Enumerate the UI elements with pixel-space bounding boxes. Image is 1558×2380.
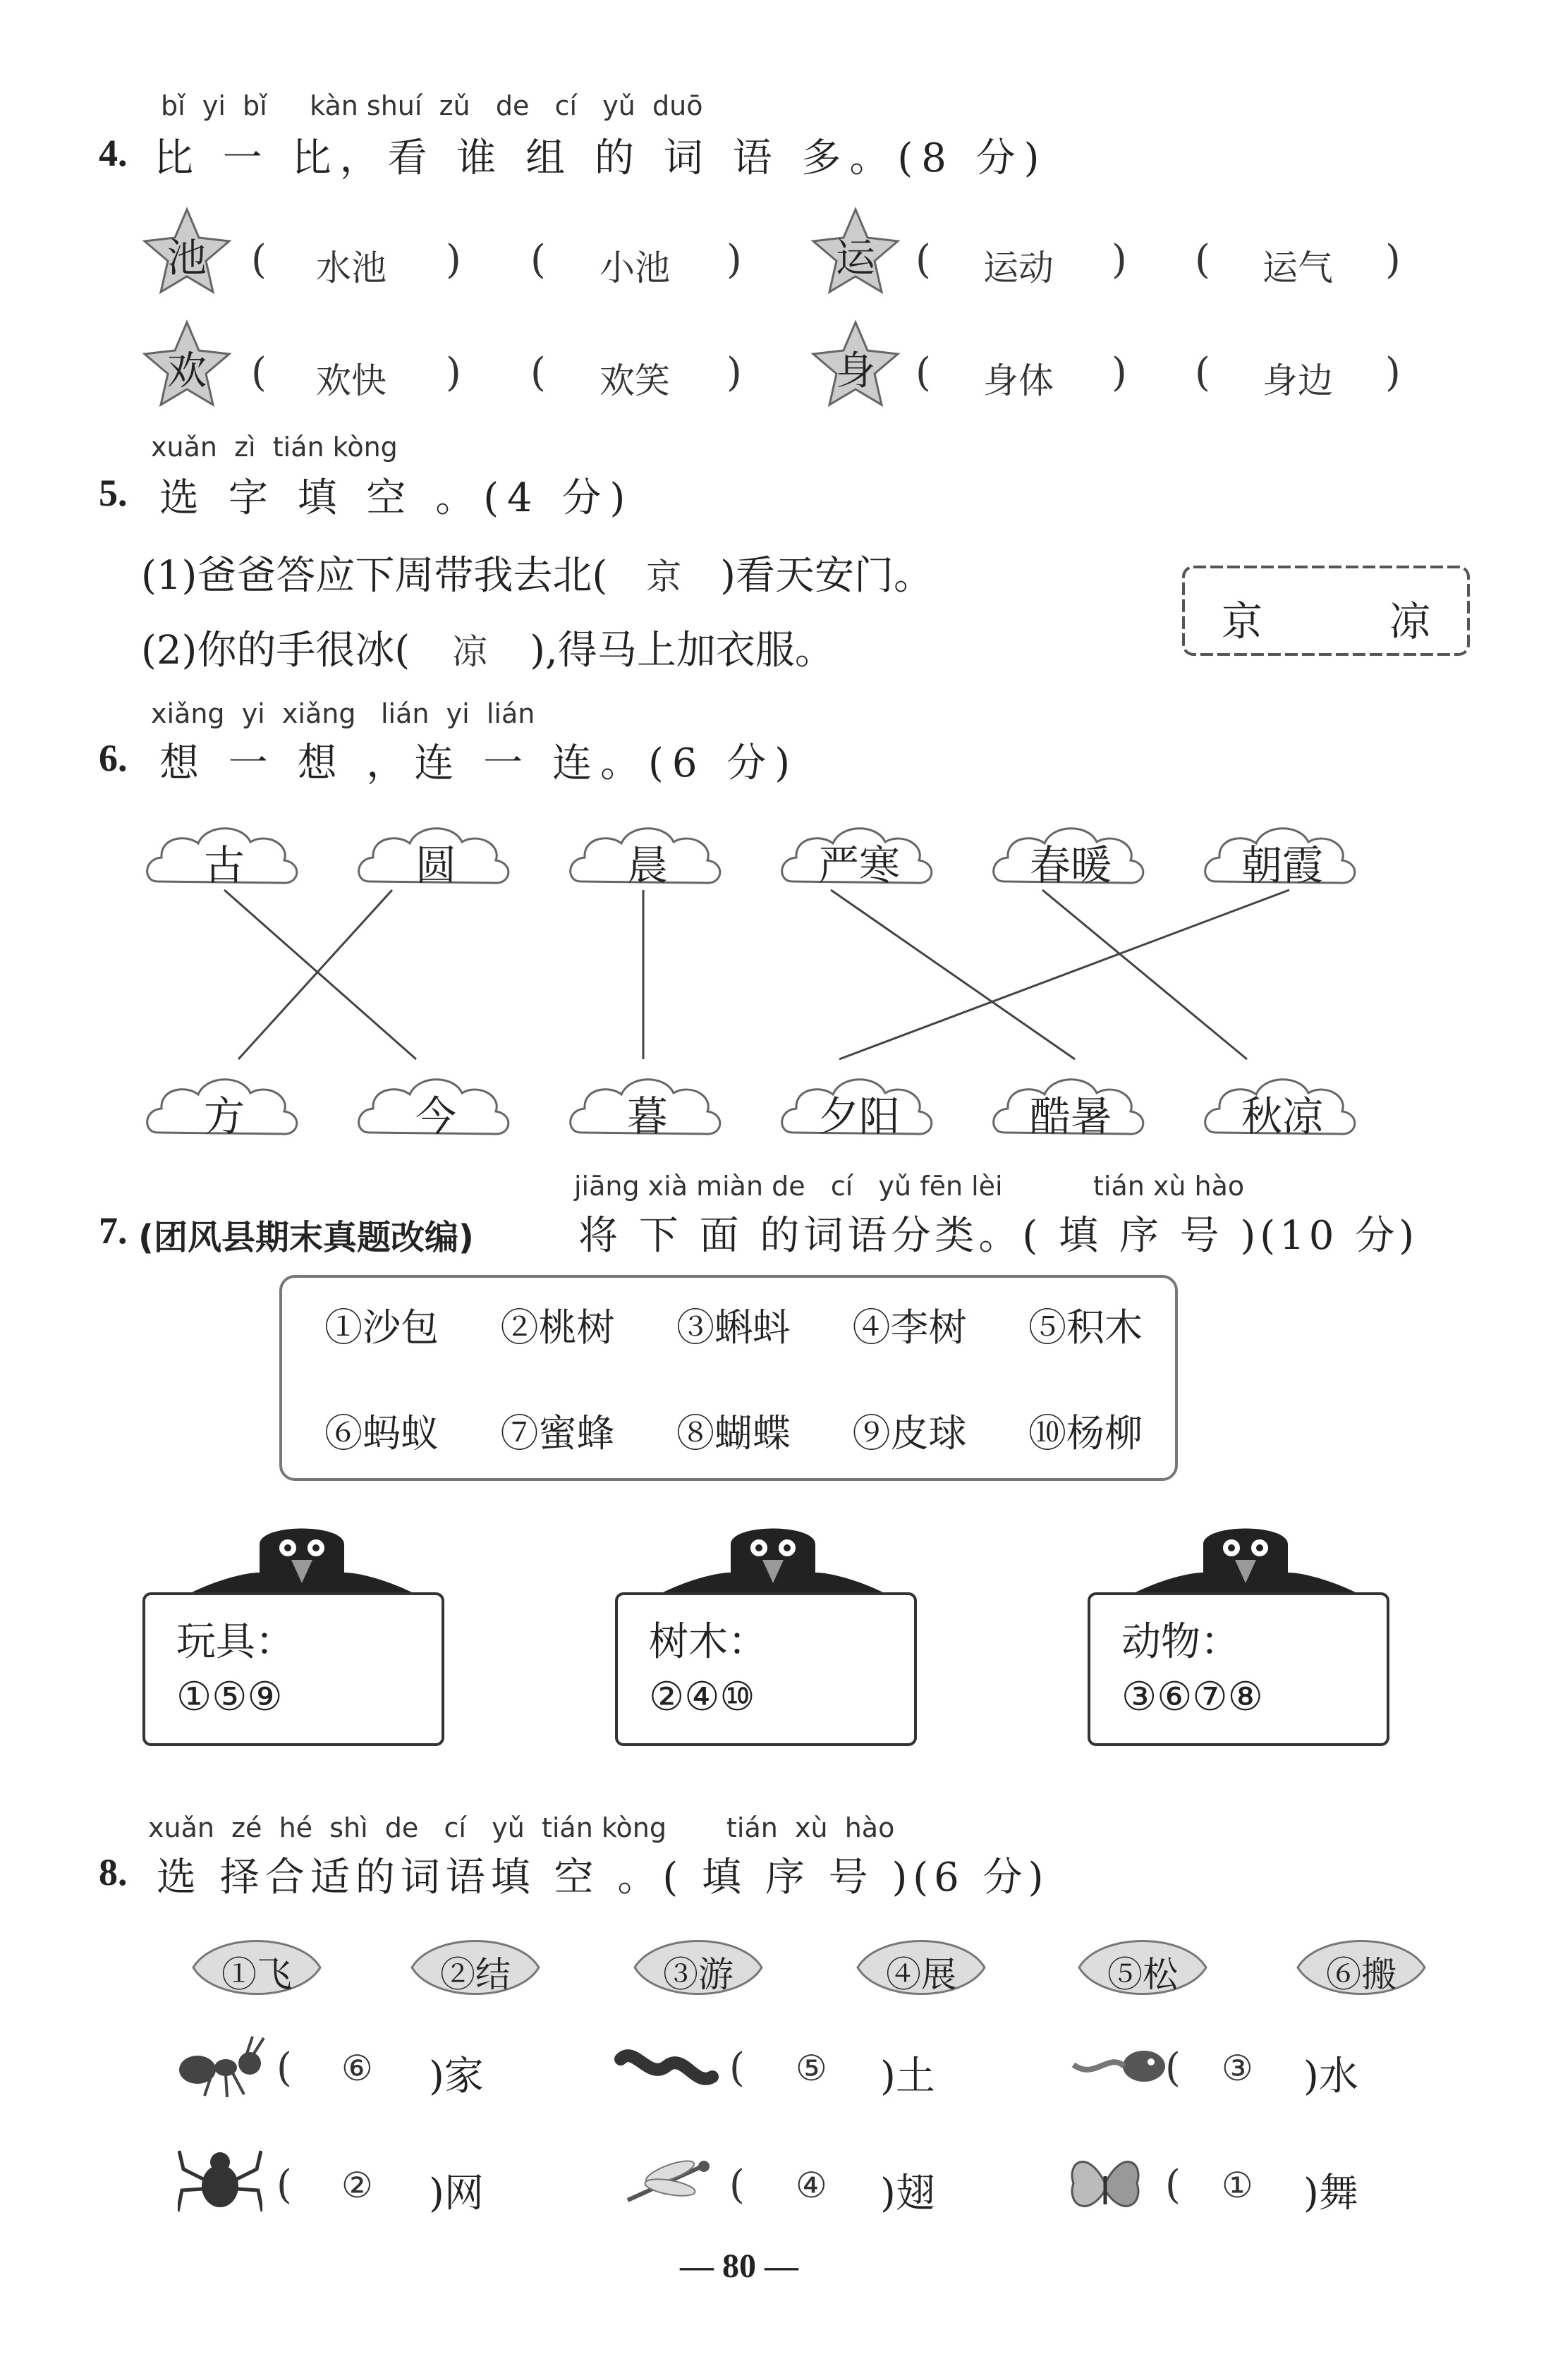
q5-sentence-2: (2)你的手很冰( 凉 ),得马上加衣服。: [141, 628, 834, 673]
cloud-bottom-3: 暮: [566, 1068, 729, 1152]
word-item: ⑦蜜蜂: [500, 1411, 615, 1456]
q8-answer: ②: [341, 2165, 373, 2206]
q8-pinyin-2: tián xù hào: [726, 1812, 895, 1843]
paren-open: (: [276, 2045, 292, 2091]
paren-open: (: [1195, 237, 1210, 283]
star-char-shen: 身: [810, 319, 901, 410]
q8-suffix: )水: [1303, 2053, 1358, 2099]
cloud-top-4: 严寒: [778, 817, 940, 901]
butterfly-icon: [1066, 2148, 1144, 2219]
q6-number: 6.: [99, 737, 128, 779]
q8-title: 选 择合适的词语填 空 。( 填 序 号 )(6 分): [157, 1855, 1049, 1900]
paren-open: (: [251, 350, 267, 396]
cloud-top-6: 朝霞: [1201, 817, 1363, 901]
category-box-trees: 树木： ②④⑩: [615, 1592, 917, 1746]
paren-close: ): [1112, 237, 1127, 283]
leaf-word: ⑥搬: [1291, 1932, 1432, 2003]
paren-open: (: [530, 350, 546, 396]
word-item: ⑨皮球: [852, 1411, 967, 1456]
word-item: ⑩杨柳: [1028, 1411, 1143, 1456]
paren-open: (: [729, 2162, 745, 2208]
q4-answer: 身体: [983, 360, 1054, 401]
cloud-top-3: 晨: [566, 817, 729, 901]
q7-source: (团风县期末真题改编): [138, 1218, 474, 1257]
word-item: ②桃树: [500, 1305, 615, 1350]
paren-open: (: [251, 237, 267, 283]
q8-answer: ④: [796, 2165, 827, 2206]
q6-title: 想 一 想 ，连 一 连。(6 分): [159, 740, 799, 786]
q8-answer: ③: [1222, 2048, 1253, 2089]
paren-close: ): [1385, 350, 1401, 396]
paren-close: ): [446, 237, 461, 283]
q4-answer: 欢快: [316, 360, 387, 401]
q5-pinyin: xuǎn zì tián kòng: [151, 432, 398, 463]
leaf-word: ④展: [851, 1932, 992, 2003]
cloud-top-5: 春暖: [990, 817, 1152, 901]
paren-open: (: [1165, 2045, 1181, 2091]
penguin-icon: [1133, 1516, 1358, 1594]
cloud-bottom-5: 酷暑: [990, 1068, 1152, 1152]
star-char-huan: 欢: [141, 319, 233, 410]
q8-suffix: )翅: [880, 2171, 935, 2216]
q7-items-row-1: [324, 1298, 1143, 1352]
q8-suffix: )网: [429, 2171, 484, 2216]
paren-close: ): [446, 350, 461, 396]
cloud-bottom-4: 夕阳: [778, 1068, 940, 1152]
paren-open: (: [915, 350, 931, 396]
star-char-yun: 运: [810, 206, 901, 298]
word-item: ⑤积木: [1028, 1305, 1143, 1350]
q6-pinyin-1: xiǎng yi xiǎng: [151, 698, 356, 729]
leaf-word: ③游: [628, 1932, 769, 2003]
paren-open: (: [1165, 2162, 1181, 2208]
dragonfly-icon: [614, 2151, 719, 2214]
word-item: ①沙包: [324, 1305, 439, 1350]
leaf-word: ⑤松: [1072, 1932, 1213, 2003]
word-item: ⑥蚂蚁: [324, 1411, 439, 1456]
q7-title: 将 下 面 的词语分类。( 填 序 号 )(10 分): [578, 1213, 1419, 1259]
q8-answer: ①: [1222, 2165, 1253, 2206]
category-box-toys: 玩具： ①⑤⑨: [142, 1592, 444, 1746]
word-item: ④李树: [852, 1305, 967, 1350]
q8-suffix: )家: [429, 2053, 484, 2099]
cloud-bottom-2: 今: [355, 1068, 517, 1152]
q6-pinyin-2: lián yi lián: [381, 698, 535, 729]
q4-answer: 欢笑: [600, 360, 670, 401]
q7-items-row-2: [324, 1403, 1143, 1458]
cloud-bottom-1: 方: [143, 1068, 305, 1152]
q7-pinyin-2: tián xù hào: [1093, 1171, 1245, 1202]
q7-pinyin-1: jiāng xià miàn de cí yǔ fēn lèi: [574, 1171, 1003, 1202]
q8-answer: ⑥: [341, 2048, 373, 2089]
paren-open: (: [729, 2045, 745, 2091]
cloud-top-1: 古: [143, 817, 305, 901]
word-item: ③蝌蚪: [676, 1305, 791, 1350]
paren-open: (: [276, 2162, 292, 2208]
penguin-icon: [660, 1516, 886, 1594]
q5-sentence-1: (1)爸爸答应下周带我去北( 京 )看天安门。: [141, 553, 934, 599]
q8-suffix: )土: [880, 2053, 935, 2099]
paren-open: (: [915, 237, 931, 283]
q5-title: 选 字 填 空 。(4 分): [159, 475, 634, 521]
cloud-bottom-6: 秋凉: [1201, 1068, 1363, 1152]
leaf-word: ①飞: [186, 1932, 327, 2003]
paren-open: (: [1195, 350, 1210, 396]
q4-pinyin: bǐ yi bǐ kàn shuí zǔ de cí yǔ duō: [161, 90, 703, 121]
q4-answer: 身边: [1262, 360, 1333, 401]
cloud-top-2: 圆: [355, 817, 517, 901]
paren-close: ): [1385, 237, 1401, 283]
q8-answer: ⑤: [796, 2048, 827, 2089]
penguin-icon: [189, 1516, 415, 1594]
paren-close: ): [1112, 350, 1127, 396]
star-char-chi: 池: [141, 206, 233, 298]
q8-pinyin-1: xuǎn zé hé shì de cí yǔ tián kòng: [148, 1812, 667, 1843]
paren-close: ): [726, 237, 742, 283]
q4-answer: 小池: [600, 248, 670, 288]
q4-title: 比 一 比，看 谁 组 的 词 语 多。(8 分): [154, 135, 1048, 181]
tadpole-icon: [1066, 2038, 1172, 2094]
leaf-word: ②结: [405, 1932, 546, 2003]
paren-close: ): [726, 350, 742, 396]
ant-icon: [176, 2031, 275, 2101]
q4-answer: 运气: [1262, 248, 1333, 288]
paren-open: (: [530, 237, 546, 283]
page-number: — 80 —: [680, 2247, 798, 2285]
q5-option-box: 京 凉: [1178, 561, 1474, 660]
q7-number: 7.: [99, 1209, 128, 1252]
q8-suffix: )舞: [1303, 2171, 1358, 2216]
word-item: ⑧蝴蝶: [676, 1411, 791, 1456]
category-box-animals: 动物： ③⑥⑦⑧: [1088, 1592, 1389, 1746]
q8-number: 8.: [99, 1851, 128, 1893]
q4-answer: 运动: [983, 248, 1054, 288]
q5-number: 5.: [99, 472, 128, 514]
earthworm-icon: [614, 2038, 719, 2094]
q4-number: 4.: [99, 132, 128, 174]
spider-icon: [178, 2144, 262, 2221]
q4-answer: 水池: [316, 248, 387, 288]
